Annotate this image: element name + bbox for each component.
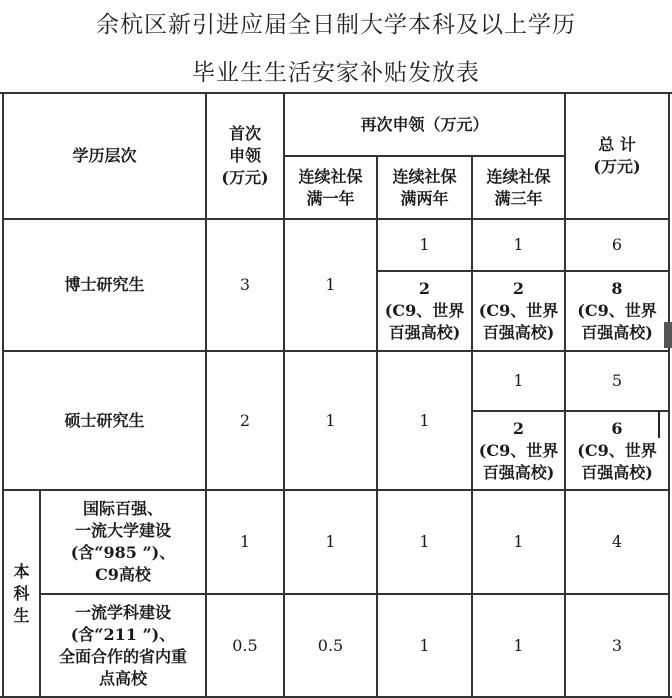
doctor-label: 博士研究生 (64, 275, 145, 294)
header-year1: 连续社保 满一年 (298, 166, 363, 208)
bachelor-row1-total: 4 (611, 532, 623, 551)
doctor-year1: 1 (325, 275, 336, 294)
bachelor-row1-year2: 1 (419, 532, 430, 551)
header-level: 学历层次 (72, 146, 137, 165)
header-first: 首次 申领 (万元) (221, 124, 269, 187)
scroll-edge-tab[interactable] (664, 322, 672, 348)
master-total-a: 5 (611, 371, 623, 390)
bachelor-row1-year3: 1 (513, 532, 524, 551)
doctor-first: 3 (239, 275, 251, 294)
bachelor-row1-label: 国际百强、 一流大学建设 (含“985 ”)、 C9高校 (70, 499, 176, 584)
bachelor-row1-first: 1 (239, 532, 251, 551)
bachelor-row2-total: 3 (611, 635, 623, 655)
master-first: 2 (239, 410, 251, 430)
bachelor-row2-first: 0.5 (232, 635, 258, 655)
header-year2: 连续社保 满两年 (392, 166, 457, 208)
doctor-year3-a: 1 (513, 235, 524, 254)
bachelor-label: 本 科 生 (13, 561, 30, 625)
bachelor-row2-year3: 1 (513, 635, 524, 655)
table-title-line2: 毕业生生活安家补贴发放表 (192, 60, 480, 86)
master-total-b: 6 (C9、世界 百强高校) (577, 418, 657, 482)
table-title-line1: 余杭区新引进应届全日制大学本科及以上学历 (96, 12, 576, 38)
doctor-year2-a: 1 (419, 235, 430, 254)
text-cursor-mark (658, 410, 660, 438)
master-year2: 1 (419, 410, 430, 430)
master-year3-b: 2 (C9、世界 百强高校) (478, 418, 559, 482)
doctor-total-b: 8 (C9、世界 百强高校) (577, 279, 657, 342)
bachelor-row2-year2: 1 (419, 635, 430, 655)
bachelor-row2-label: 一流学科建设 (含“211 ”)、 全面合作的省内重 点高校 (58, 602, 187, 688)
table-border-right (668, 92, 670, 698)
master-year3-a: 1 (513, 371, 524, 390)
master-year1: 1 (325, 410, 336, 430)
header-again: 再次申领（万元） (360, 114, 489, 134)
doctor-year3-b: 2 (C9、世界 百强高校) (478, 279, 559, 342)
header-year3: 连续社保 满三年 (486, 166, 551, 208)
doctor-year2-b: 2 (C9、世界 百强高校) (384, 279, 465, 342)
doctor-total-a: 6 (611, 235, 623, 254)
subsidy-table (0, 92, 672, 698)
bachelor-row1-year1: 1 (325, 532, 336, 551)
header-total: 总 计 (万元) (593, 135, 641, 176)
bachelor-row2-year1: 0.5 (317, 635, 344, 655)
master-label: 硕士研究生 (64, 410, 145, 430)
